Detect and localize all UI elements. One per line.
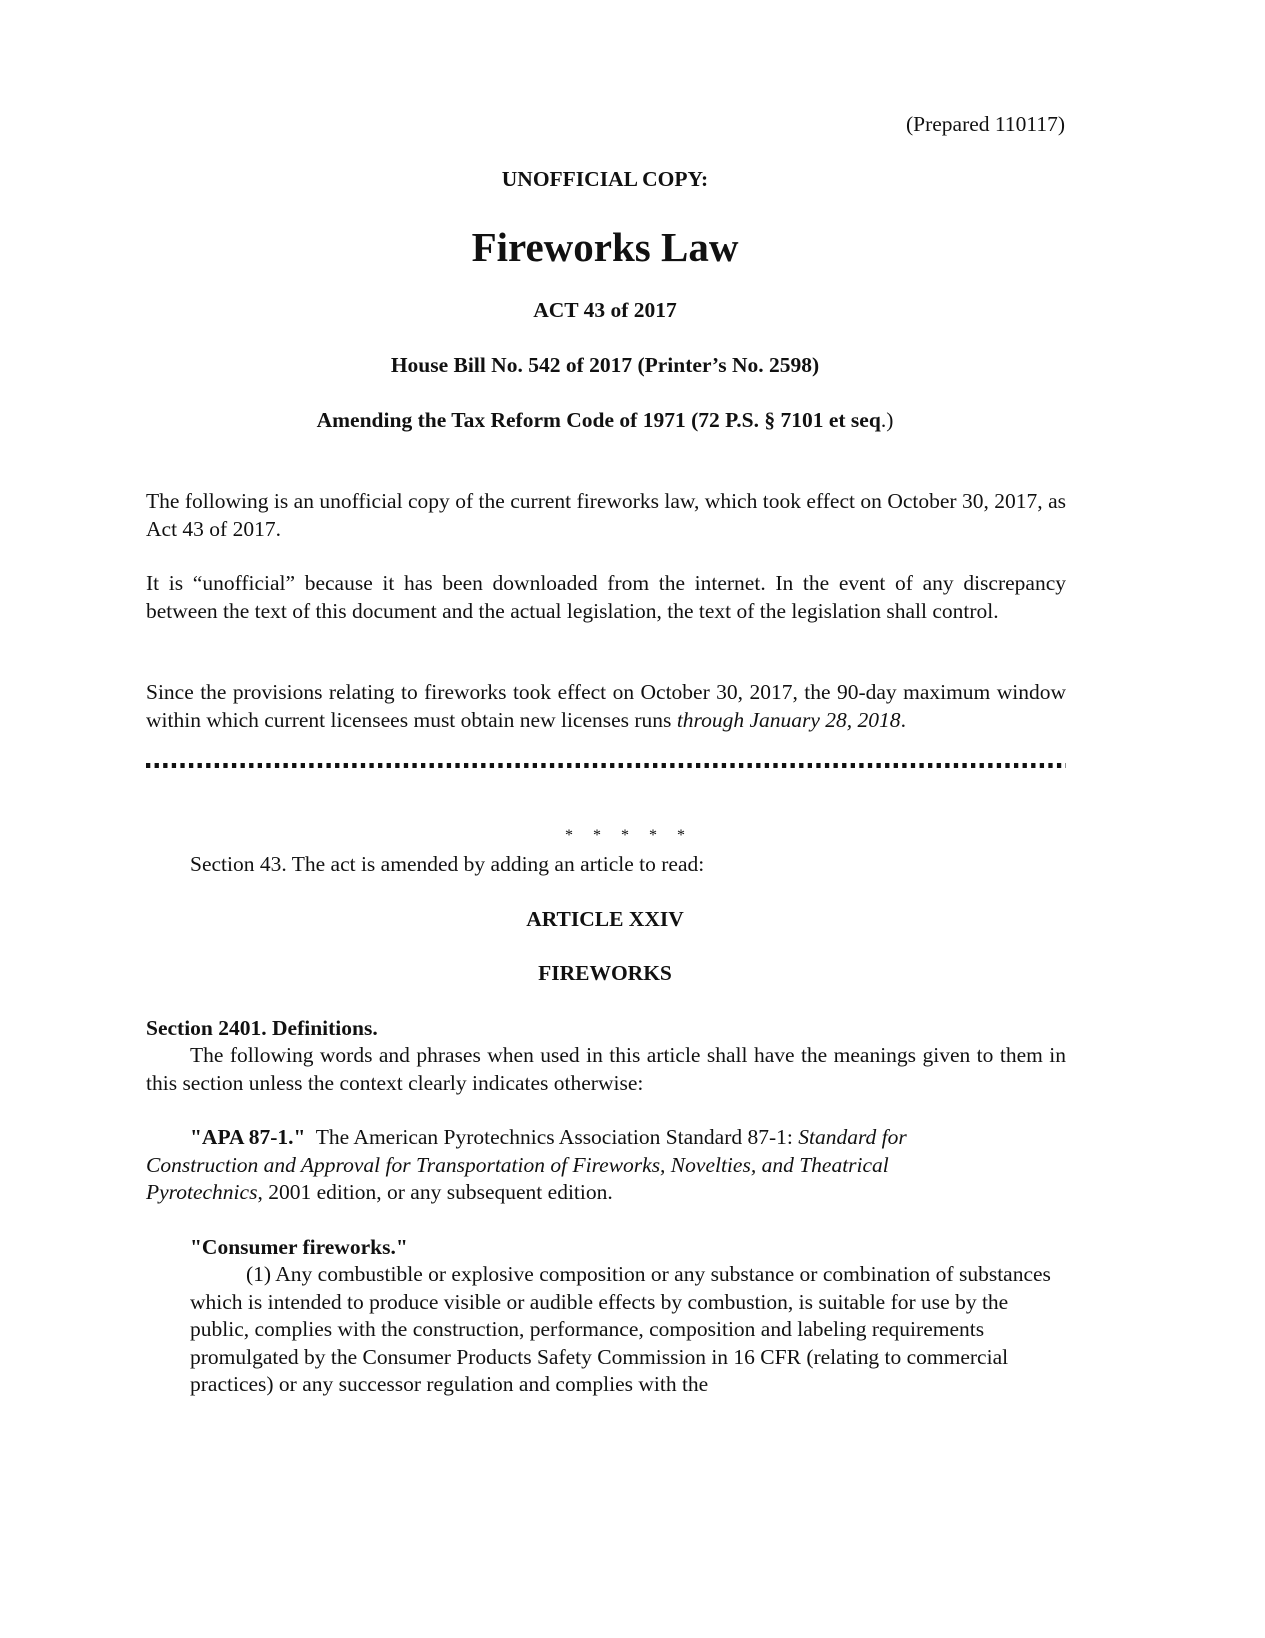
section-break-stars: * * * * * bbox=[565, 827, 685, 844]
section-2401-heading: Section 2401. Definitions. bbox=[146, 1016, 378, 1040]
apa-end: , 2001 edition, or any subsequent edition. bbox=[257, 1180, 613, 1204]
article-title: FIREWORKS bbox=[538, 961, 672, 985]
apa-term: "APA 87-1." bbox=[190, 1125, 306, 1149]
amending-end: .) bbox=[880, 408, 894, 432]
house-bill: House Bill No. 542 of 2017 (Printer’s No. 2598) bbox=[390, 353, 820, 377]
intro-paragraph-3 bbox=[146, 679, 1066, 734]
prepared-date: (Prepared 110117) bbox=[905, 112, 1065, 136]
unofficial-copy-header: UNOFFICIAL COPY: bbox=[501, 167, 709, 191]
section-43: Section 43. The act is amended by adding an article to read: bbox=[190, 852, 705, 876]
apa-italic: Standard for Construction and Approval for Transportation of Fireworks, Novelties, and Theatrical Pyrotechnics bbox=[146, 1125, 907, 1204]
p3-end: . bbox=[900, 707, 906, 732]
act-number: ACT 43 of 2017 bbox=[533, 298, 677, 322]
intro-paragraph-1: The following is an unofficial copy of the current fireworks law, which took effect on October 30, 2017, as Act 43 of 2017. bbox=[146, 489, 1066, 541]
amending-line bbox=[0, 407, 1210, 435]
intro-paragraph-2: It is “unofficial” because it has been downloaded from the internet. In the event of any discrepancy between the text of this document and the actual legislation, the text of the legislation shall control. bbox=[146, 571, 1066, 623]
document-title: Fireworks Law bbox=[471, 224, 739, 270]
definition-apa bbox=[146, 1124, 1006, 1207]
dotted-divider bbox=[146, 763, 1066, 768]
amending-text: Amending the Tax Reform Code of 1971 (72 P.S. § 7101 et seq bbox=[316, 408, 881, 432]
consumer-fireworks-term: "Consumer fireworks." bbox=[190, 1235, 408, 1259]
apa-text: The American Pyrotechnics Association Standard 87-1: bbox=[305, 1125, 799, 1149]
consumer-fireworks-clause-1: (1) Any combustible or explosive composition or any substance or combination of substances which is intended to produce visible or audible effects by combustion, is suitable for use by the public, complies with the construction, performance, composition and labeling requirements promulgated by the Consumer Products Safety Commission in 16 CFR (relating to commercial practices) or any successor regulation and complies with the bbox=[190, 1262, 1051, 1396]
definitions-intro: The following words and phrases when used in this article shall have the meanings given to them in this section unless the context clearly indicates otherwise: bbox=[146, 1043, 1066, 1095]
p3-italic: through January 28, 2018 bbox=[676, 707, 901, 732]
p3-text: Since the provisions relating to fireworks took effect on October 30, 2017, the 90-day maximum window within which current licensees must obtain new licenses runs bbox=[146, 680, 1066, 732]
article-number: ARTICLE XXIV bbox=[526, 907, 684, 931]
